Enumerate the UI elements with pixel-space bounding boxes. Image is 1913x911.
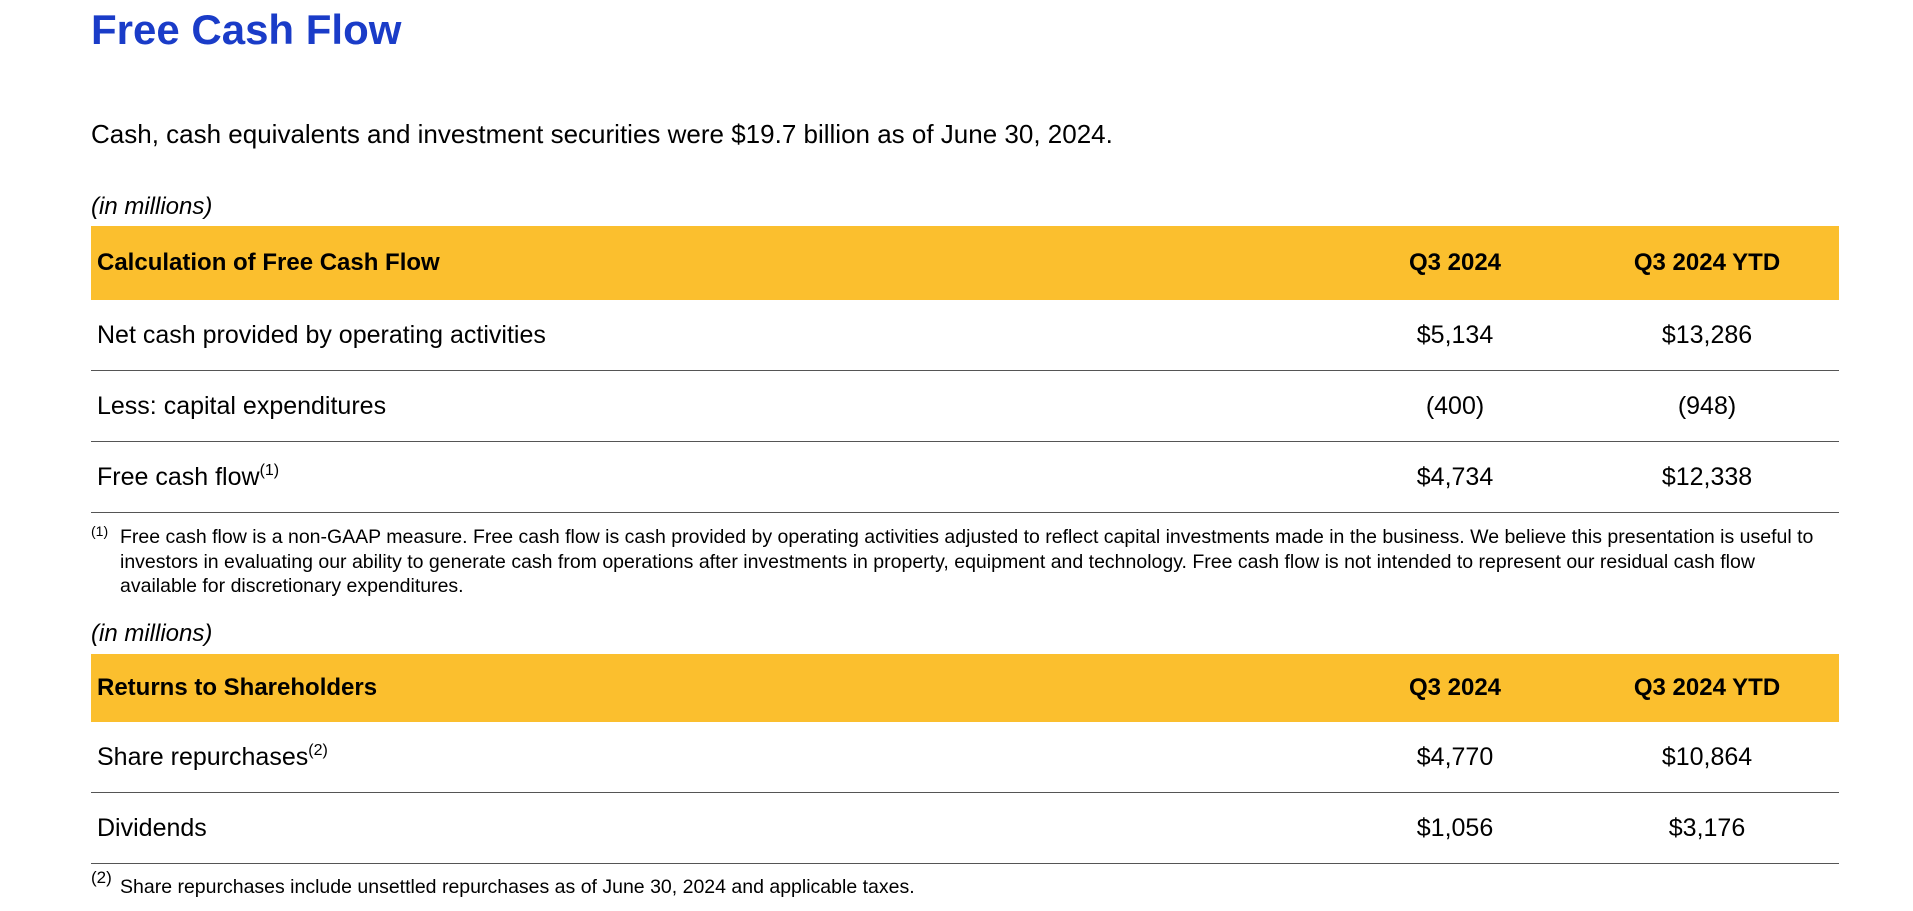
row-value-q3: $4,734: [1335, 442, 1575, 513]
column-header-label: Calculation of Free Cash Flow: [97, 249, 440, 276]
table-row: [91, 300, 1839, 371]
row-value-q3: $1,056: [1335, 793, 1575, 864]
footnote-2: [91, 868, 1831, 900]
table-header-row: [91, 654, 1839, 722]
column-header-ytd: Q3 2024 YTD: [1633, 249, 1781, 276]
units-note: (in millions): [91, 193, 213, 220]
row-label: Free cash flow$^{(1)}$: [91, 442, 1335, 513]
page-title: Free Cash Flow: [91, 6, 402, 53]
footnote-mark: (1): [91, 523, 109, 539]
row-value-q3: $4,770: [1335, 722, 1575, 793]
units-note: (in millions): [91, 620, 213, 647]
returns-to-shareholders-table: [91, 654, 1839, 864]
table-row: [91, 722, 1839, 793]
cash-summary-text: Cash, cash equivalents and investment securities were $19.7 billion as of June 30, 2024.: [91, 119, 1113, 149]
row-value-q3: $5,134: [1335, 300, 1575, 371]
footnote-text: Share repurchases include unsettled repurchases as of June 30, 2024 and applicable taxes.: [120, 876, 915, 898]
footnote-text: Free cash flow is a non-GAAP measure. Free cash flow is cash provided by operating activities adjusted to reflect capital investments made in the business. We believe this presentation is useful to investors in evaluating our ability to generate cash from operations after investments in property, equipment and technology. Free cash flow is not intended to represent our residual cash flow available for discretionary expenditures.: [120, 526, 1814, 597]
row-label: Share repurchases$^{(2)}$: [91, 722, 1335, 793]
table-row: [91, 793, 1839, 864]
column-header-label: Returns to Shareholders: [97, 674, 378, 701]
footnote-1: [91, 525, 1831, 599]
table-header-row: [91, 226, 1839, 300]
row-value-ytd: $3,176: [1575, 793, 1839, 864]
column-header-q3: Q3 2024: [1408, 674, 1502, 701]
row-value-q3: (400): [1335, 371, 1575, 442]
row-label: Less: capital expenditures: [91, 371, 1335, 442]
footnote-ref: (2): [308, 741, 328, 759]
footnote-ref: (1): [259, 461, 280, 479]
column-header-q3: Q3 2024: [1408, 249, 1502, 276]
footnote-mark: (2): [91, 868, 112, 887]
table-row: [91, 371, 1839, 442]
table-row: [91, 442, 1839, 513]
row-value-ytd: $12,338: [1575, 442, 1839, 513]
column-header-ytd: Q3 2024 YTD: [1633, 674, 1781, 701]
row-label: Dividends: [91, 793, 1335, 864]
row-value-ytd: $10,864: [1575, 722, 1839, 793]
row-value-ytd: $13,286: [1575, 300, 1839, 371]
row-value-ytd: (948): [1575, 371, 1839, 442]
row-label: Net cash provided by operating activities: [91, 300, 1335, 371]
free-cash-flow-table: [91, 226, 1839, 513]
